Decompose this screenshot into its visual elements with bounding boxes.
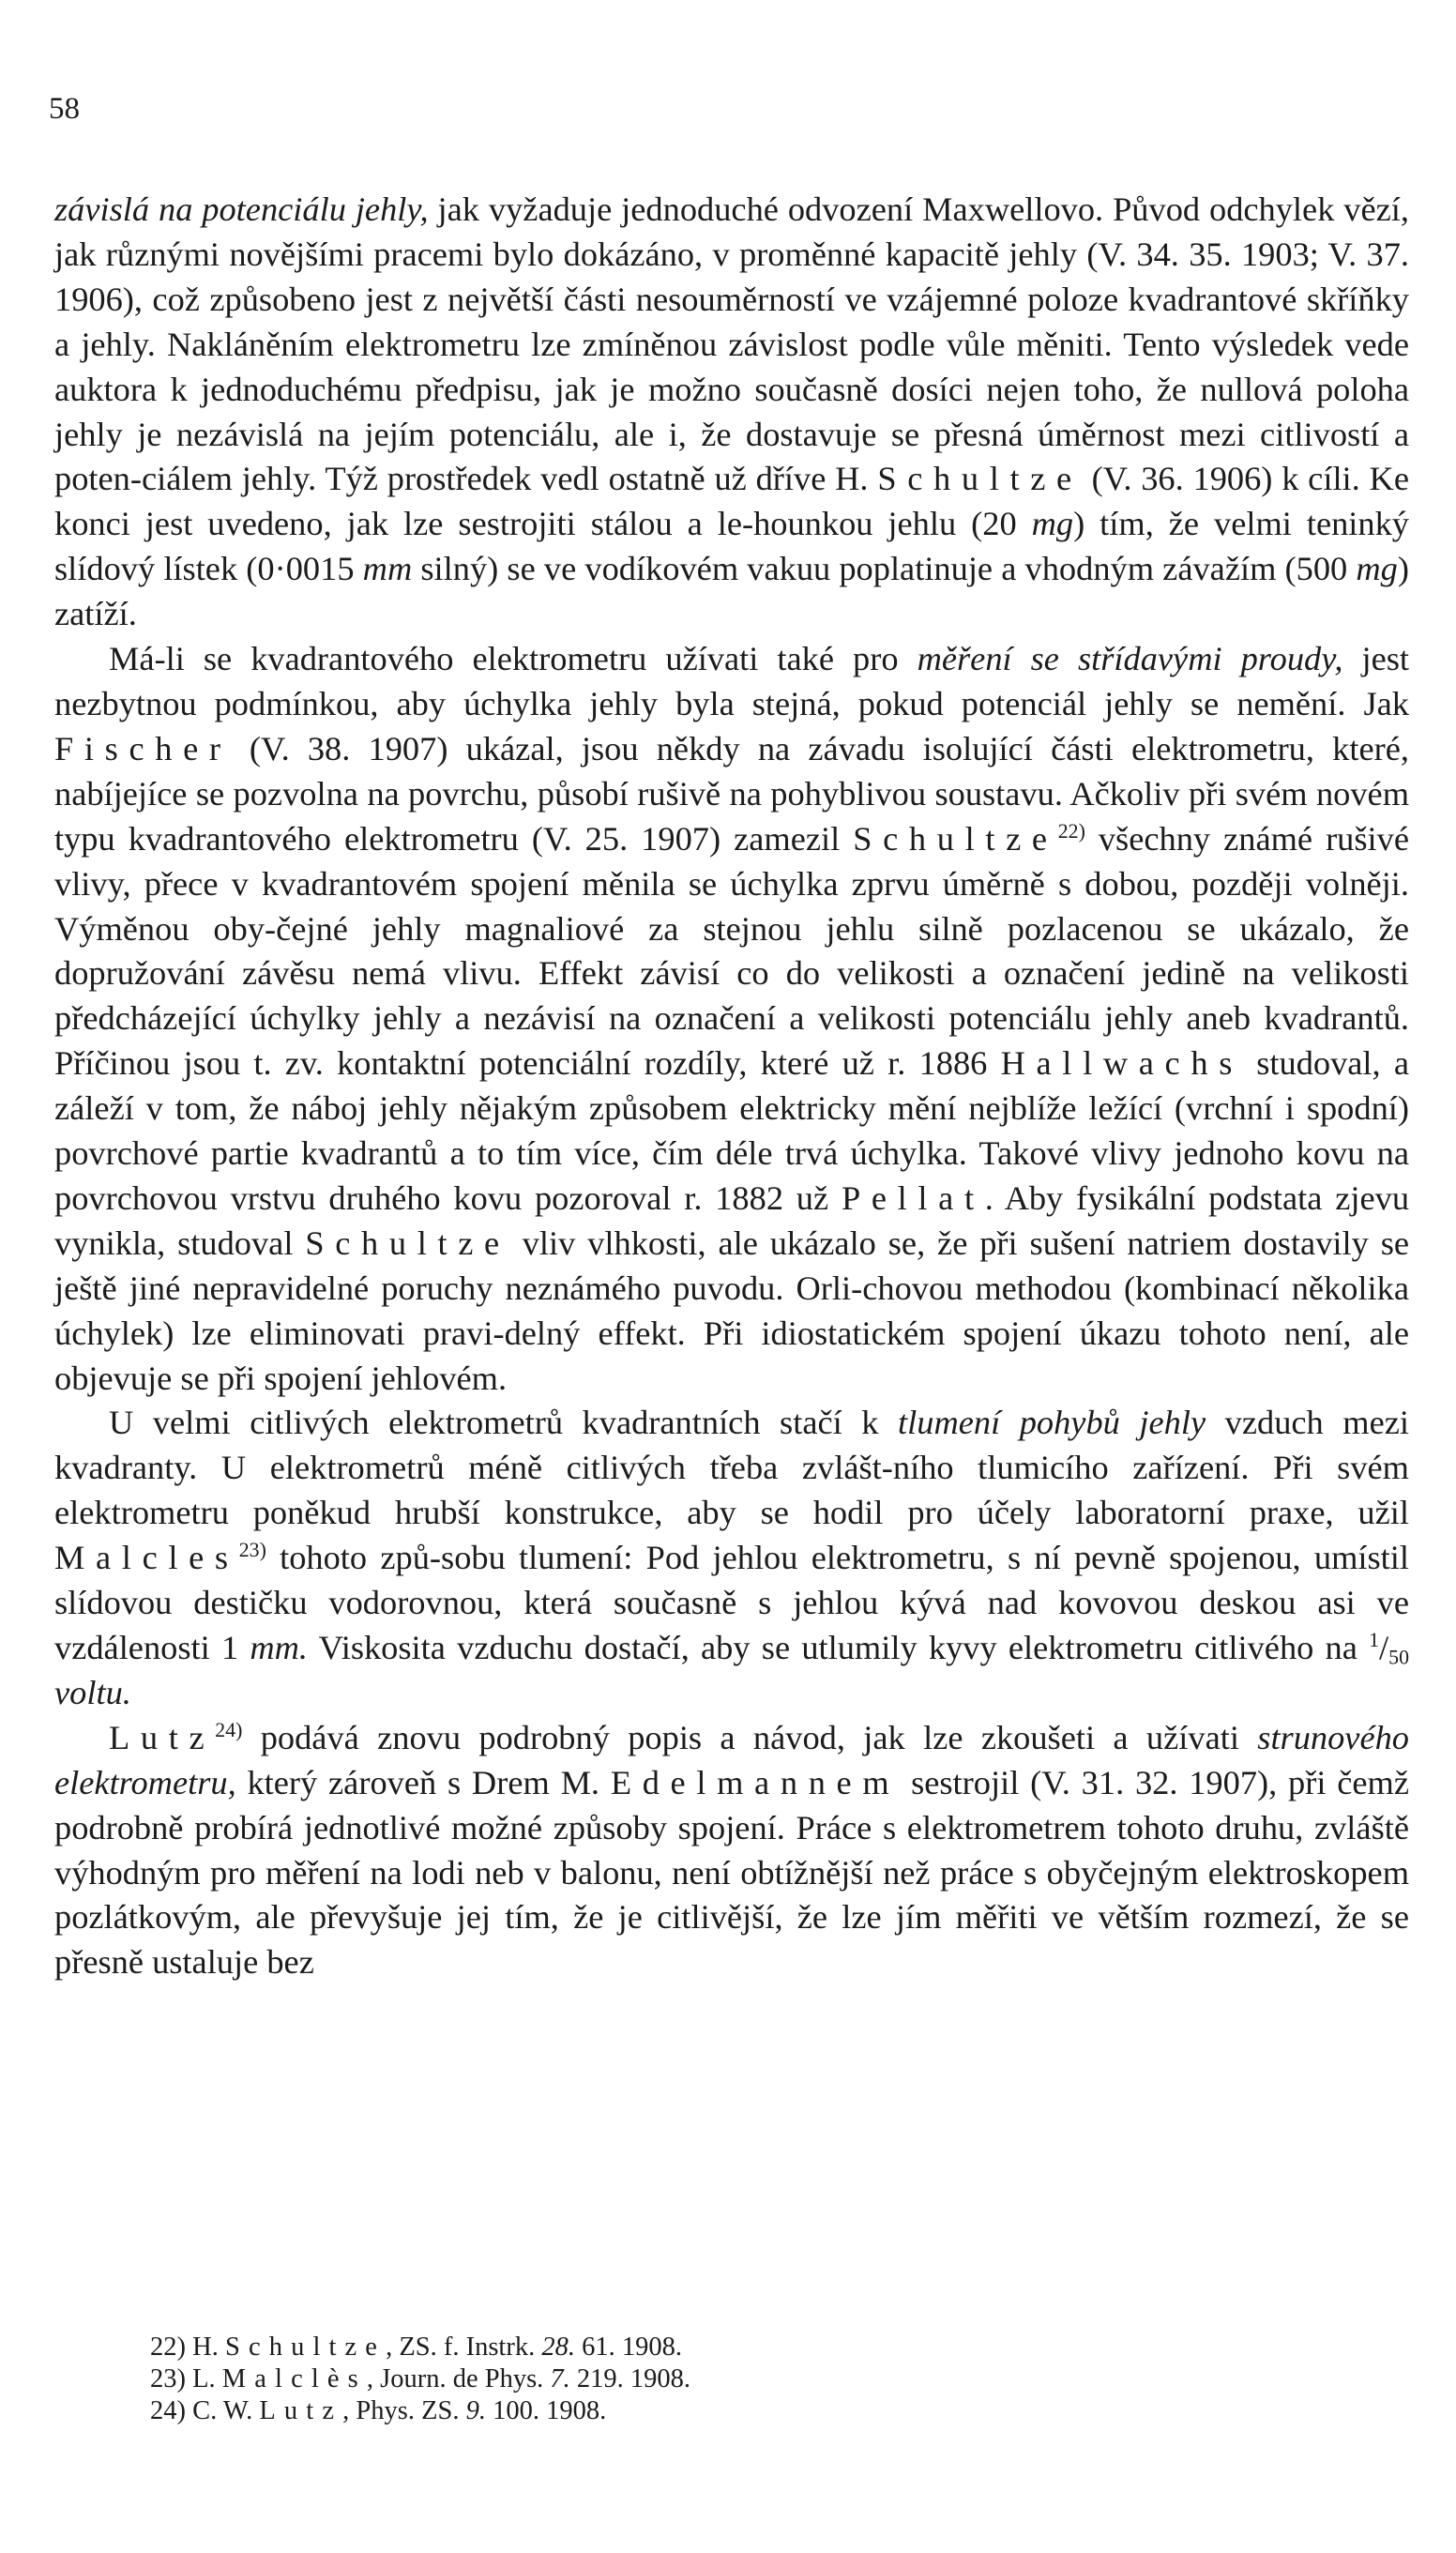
text-run: U velmi citlivých elektrometrů kvadrantních stačí k	[109, 1404, 899, 1442]
body-text	[54, 188, 1409, 1985]
spaced-name: Pellat	[841, 1178, 985, 1217]
italic-run: tlumení pohybů jehly	[898, 1404, 1206, 1442]
footnote-ref: 23)	[238, 1539, 266, 1562]
text-run: , Journ. de Phys.	[366, 2364, 551, 2393]
italic-run: 28.	[541, 2333, 575, 2362]
text-run: 100. 1908.	[485, 2396, 607, 2425]
italic-run: strunového elektrometru,	[54, 1718, 1409, 1801]
fraction-denominator: 50	[1388, 1646, 1409, 1669]
spaced-name: Schultze	[877, 460, 1083, 498]
text-run: (V. 38. 1907) ukázal, jsou někdy na závadu isolující části elektrometru, které, nabíjejíce se pozvolna na povrchu, působí rušivě na pohyblivou soustavu. Ačkoliv při svém novém typu kvadrantového elektrometru (V. 25. 1907) zamezil	[54, 729, 1409, 858]
footnote	[150, 2363, 1370, 2395]
text-run: C. W.	[192, 2396, 260, 2425]
text-run: ) tím, že velmi teninký slídový lístek (0·0015	[54, 505, 1409, 588]
italic-run: závislá na potenciálu jehly,	[54, 190, 429, 228]
text-run: , ZS. f. Instrk.	[386, 2333, 542, 2362]
text-run: , Phys. ZS.	[342, 2396, 466, 2425]
text-run: tohoto způ-sobu tlumení: Pod jehlou elektrometru, s ní pevně spojenou, umístil slídovou destičku vodorovnou, která současně s jehlou kývá nad kovovou deskou asi ve vzdálenosti 1	[54, 1539, 1409, 1666]
text-run: jest nezbytnou podmínkou, aby úchylka jehly byla stejná, pokud potenciál jehly se nemění. Jak	[54, 640, 1410, 722]
spaced-name: Malcles	[54, 1539, 239, 1577]
italic-run: mm	[362, 550, 413, 588]
text-run: studoval, a záleží v tom, že náboj jehly nějakým způsobem elektricky mění nejblíže ležící (vrchní i spodní) povrchové partie kvadrantů a to tím více, čím déle trvá úchylka. Takové vlivy jednoho kovu na povrchovou vrstvu druhého kovu pozoroval r. 1882 už	[54, 1044, 1409, 1217]
text-run: podává znovu podrobný popis a návod, jak lze zkoušeti a užívati	[242, 1718, 1258, 1756]
footnote-mark: 24)	[150, 2396, 186, 2425]
footnote-ref: 24)	[215, 1718, 243, 1741]
page-number: 58	[49, 92, 80, 126]
italic-run: mg	[1356, 550, 1398, 588]
text-run: H.	[192, 2333, 225, 2362]
italic-run: mm.	[250, 1629, 309, 1666]
spaced-name: Hallwachs	[1000, 1044, 1244, 1083]
text-run: jak vyžaduje jednoduché odvození Maxwellovo. Původ odchylek vězí, jak různými novějšími pracemi bylo dokázáno, v proměnné kapacitě jehly (V. 34. 35. 1903; V. 37. 1906), což způsobeno jest z největší části nesouměrností ve vzájemné poloze kvadrantové skříňky a jehly. Nakláněním elektrometru lze zmíněnou závislost podle vůle měniti. Tento výsledek vede auktora k jednoduchému předpisu, jak je možno současně dosíci nejen toho, že nullová poloha jehly je nezávislá na jejím potenciálu, ale i, že dostavuje se přesná úměrnost mezi citlivostí a poten-ciálem jehly. Týž prostředek vedl ostatně už dříve H.	[54, 190, 1410, 498]
spaced-name: Fischer	[54, 729, 232, 767]
italic-run: měření se střídavými proudy,	[917, 640, 1343, 678]
text-run: ) zatíží.	[54, 550, 1409, 633]
text-run: který zároveň s Drem M.	[235, 1763, 611, 1801]
footnote	[150, 2395, 1370, 2427]
spaced-name: Lutz	[259, 2396, 343, 2425]
spaced-name: Lutz	[109, 1718, 216, 1756]
text-run: L.	[192, 2364, 222, 2393]
text-run: silný) se ve vodíkovém vakuu poplatinuje a vhodným závažím (500	[412, 550, 1357, 588]
italic-run: voltu.	[54, 1673, 131, 1711]
text-run: Má-li se kvadrantového elektrometru užívati také pro	[109, 640, 918, 678]
text-run: Viskosita vzduchu dostačí, aby se utlumily kyvy elektrometru citlivého na	[308, 1629, 1370, 1666]
footnote	[150, 2332, 1370, 2363]
spaced-name: Schultze	[853, 819, 1058, 858]
footnote-ref: 1	[1369, 1628, 1380, 1651]
paragraph	[54, 637, 1409, 1401]
italic-run: 9.	[465, 2396, 486, 2425]
italic-run: 7.	[550, 2364, 570, 2393]
text-run: (V. 36. 1906) k cíli. Ke konci jest uvedeno, jak lze sestrojiti stálou a le-hounkou jehlu (20	[54, 460, 1409, 543]
paragraph	[54, 1401, 1409, 1715]
footnote-text	[192, 2364, 690, 2393]
paragraph	[54, 1716, 1409, 1985]
spaced-name: Edelmannem	[610, 1763, 901, 1801]
text-run: vzduch mezi kvadranty. U elektrometrů méně citlivých třeba zvlášt-ního tlumicího zařízení. Při svém elektrometru poněkud hrubší konstrukce, aby se hodil pro účely laboratorní praxe, užil	[54, 1404, 1410, 1532]
footnote-mark: 22)	[150, 2333, 186, 2362]
paragraph	[54, 188, 1409, 637]
italic-run: mg	[1031, 505, 1074, 543]
text-run: . Aby fysikální podstata zjevu vynikla, studoval	[54, 1178, 1410, 1262]
spaced-name: Schultze	[305, 1223, 510, 1262]
spaced-name: Schultze	[224, 2333, 387, 2362]
footnote-text	[192, 2396, 606, 2425]
text-run: všechny známé rušivé vlivy, přece v kvadrantovém spojení měnila se úchylka zprvu úměrně s dobou, později volněji. Výměnou oby-čejné jehly magnaliové za stejnou jehlu silně pozlacenou se ukázalo, že dopružování závěsu nemá vlivu. Effekt závisí co do velikosti a označení jedině na velikosti předcházející úchylky jehly a nezávisí na označení a velikosti potenciálu jehly aneb kvadrantů. Příčinou jsou t. zv. kontaktní potenciální rozdíly, které už r. 1886	[54, 819, 1409, 1083]
text-run: 219. 1908.	[569, 2364, 691, 2393]
footnote-text	[192, 2333, 682, 2362]
footnote-ref: 22)	[1057, 819, 1085, 843]
text-run: sestrojil (V. 31. 32. 1907), při čemž podrobně probírá jednotlivé možné způsoby spojení. Práce s elektrometrem tohoto druhu, zvláště výhodným pro měření na lodi neb v balonu, není obtížnější než práce s obyčejným elektroskopem pozlátkovým, ale převyšuje jej tím, že je citlivější, že lze jím měřiti ve větším rozmezí, že se přesně ustaluje bez	[54, 1763, 1409, 1982]
text-run: vliv vlhkosti, ale ukázalo se, že při sušení natriem dostavily se ještě jiné nepravidelné poruchy neznámého puvodu. Orli-chovou methodou (kombinací několika úchylek) lze eliminovati pravi-delný effekt. Při idiostatickém spojení úkazu tohoto není, ale objevuje se při spojení jehlovém.	[54, 1223, 1410, 1397]
footnotes	[150, 2332, 1370, 2427]
text-run: /	[1379, 1629, 1389, 1666]
footnote-mark: 23)	[150, 2364, 186, 2393]
spaced-name: Malclès	[221, 2364, 367, 2393]
text-run: 61. 1908.	[574, 2333, 682, 2362]
